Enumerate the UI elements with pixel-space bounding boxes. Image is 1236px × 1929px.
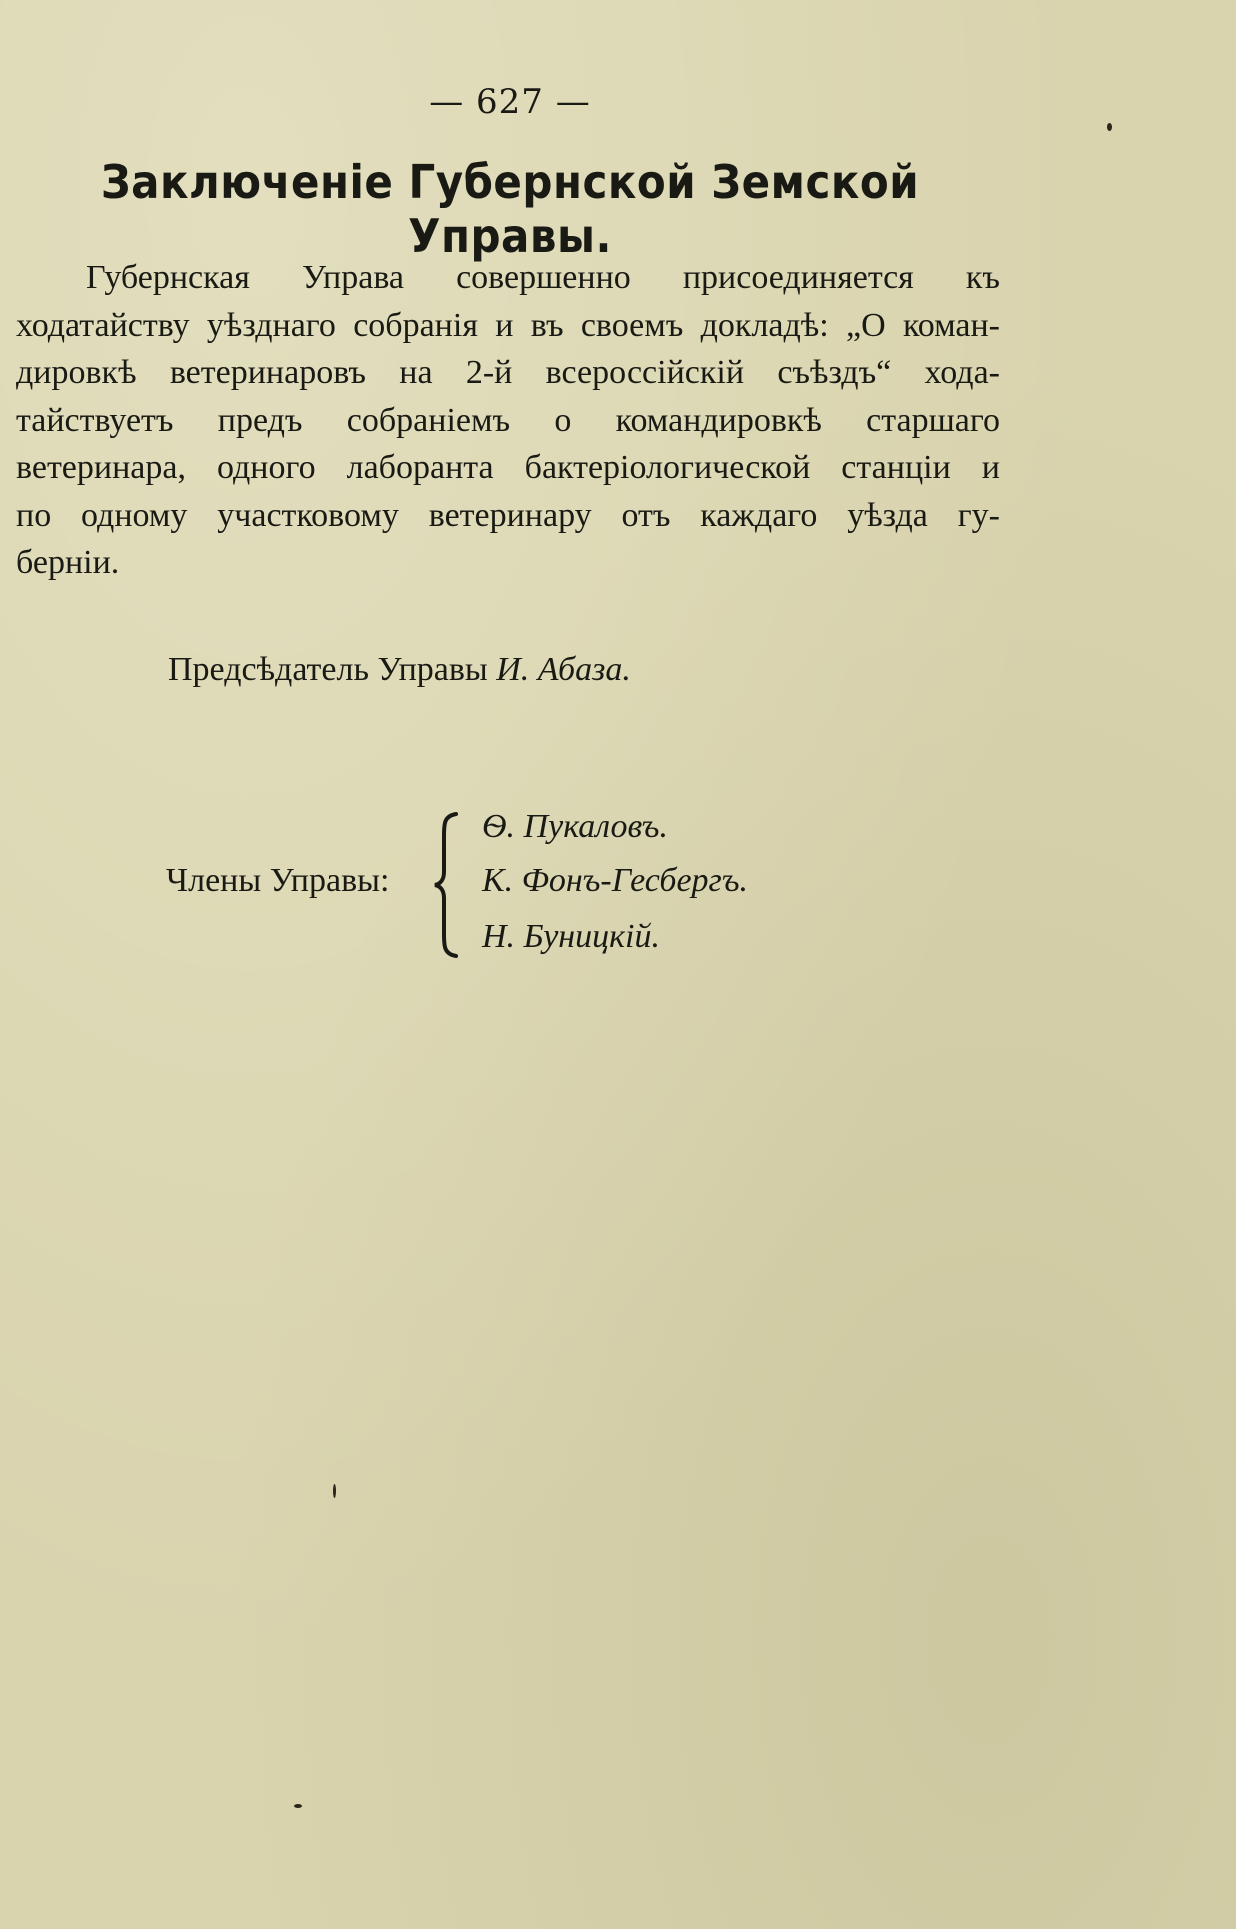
body-line: берніи. [16,544,120,581]
member-name: К. Фонъ-Гесбергъ. [482,862,748,899]
chairman-name: И. Абаза. [496,651,631,688]
paper-speck [333,1484,336,1498]
body-line: тайствуетъ предъ собраніемъ о командировкѣ старшаго [16,401,1000,439]
chairman-signature [168,651,631,689]
members-label: Члены Управы: [166,862,390,899]
chairman-label: Предсѣдатель Управы [168,651,488,688]
page-number: — 627 — [429,82,591,122]
body-paragraph [16,254,1000,587]
member-name: Н. Буницкій. [482,918,661,955]
body-line: ходатайству уѣзднаго собранія и въ своемъ докладѣ: „О коман- [16,306,1000,344]
body-line: по одному участковому ветеринару отъ каждаго уѣзда гу- [16,496,1000,534]
body-line: Губернская Управа совершенно присоединяется къ [86,259,1000,296]
member-name: Ѳ. Пукаловъ. [482,808,668,845]
paper-speck [1107,123,1112,131]
paper-speck [294,1804,302,1808]
body-line: ветеринара, одного лаборанта бактеріологической станціи и [16,449,1000,486]
brace-symbol [432,810,462,960]
body-line: дировкѣ ветеринаровъ на 2-й всероссійскій съѣздъ“ хода- [16,354,1000,391]
page-title: Заключеніе Губернской Земской Управы. [100,155,920,263]
